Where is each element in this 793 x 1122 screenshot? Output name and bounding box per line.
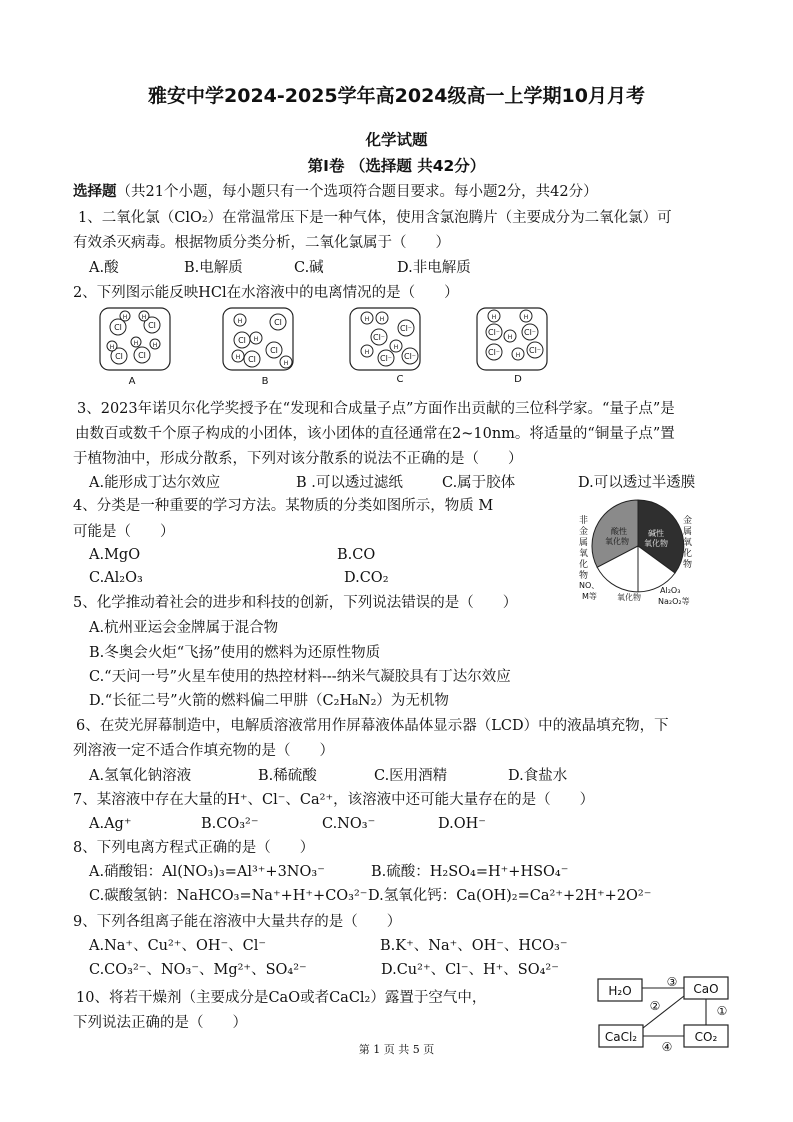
svg-text:Cl: Cl (238, 336, 246, 345)
q7-option-b: B.CO₃²⁻ (201, 816, 259, 832)
diagram-b-ions (232, 314, 292, 368)
diagram-label-c: C (396, 374, 404, 385)
pie-bottom-mid: 氧化物 (617, 593, 641, 602)
q7-line1: 7、某溶液中存在大量的H⁺、Cl⁻、Ca²⁺，该溶液中还可能大量存在的是（ ） (73, 792, 595, 808)
pie-acidic-label-1: 酸性 (611, 527, 627, 536)
svg-text:H: H (122, 314, 128, 321)
arrow-1-label: ① (716, 1004, 728, 1018)
h2o-label: H₂O (608, 984, 632, 998)
svg-text:Cl: Cl (115, 352, 123, 361)
q1-option-c: C.碱 (294, 260, 324, 276)
q5-option-d: D.“长征二号”火箭的燃料偏二甲肼（C₂H₈N₂）为无机物 (89, 693, 449, 709)
pie-bottom-right-1: Al₂O₃ (660, 586, 681, 595)
q9-option-d: D.Cu²⁺、Cl⁻、H⁺、SO₄²⁻ (381, 962, 559, 978)
pie-left-vertical-label: 非金属氧化物 (579, 516, 589, 581)
q1-option-a: A.酸 (89, 260, 119, 276)
q7-option-c: C.NO₃⁻ (322, 816, 376, 832)
pie-bottom-left-1: NO、 (579, 581, 600, 590)
cacl2-label: CaCl₂ (604, 1030, 638, 1044)
intro-text: （共21个小题，每小题只有一个选项符合题目要求。每小题2分，共42分） (116, 184, 598, 200)
q5-option-a: A.杭州亚运会金牌属于混合物 (89, 620, 279, 636)
q5-option-c: C.“天问一号”火星车使用的热控材料---纳米气凝胶具有丁达尔效应 (89, 669, 511, 685)
q3-line1: 3、2023年诺贝尔化学奖授予在“发现和合成量子点”方面作出贡献的三位科学家。“量子点”是 (77, 401, 675, 417)
page-footer: 第 1 页 共 5 页 (358, 1043, 435, 1056)
q6-option-c: C.医用酒精 (374, 768, 448, 784)
pie-acidic-label-2: 氧化物 (605, 537, 629, 546)
svg-text:H: H (133, 340, 139, 347)
svg-text:Cl⁻: Cl⁻ (487, 348, 501, 357)
q4-option-d: D.CO₂ (344, 570, 389, 586)
svg-text:Cl⁻: Cl⁻ (372, 333, 386, 342)
svg-text:H: H (253, 336, 259, 343)
section-title: 第Ⅰ卷 （选择题 共42分） (307, 157, 486, 175)
q3-option-c: C.属于胶体 (442, 475, 516, 491)
co2-label: CO₂ (694, 1030, 718, 1044)
svg-text:H: H (491, 314, 497, 321)
q10-line1: 10、将若干燥剂（主要成分是CaO或者CaCl₂）露置于空气中， (76, 990, 487, 1006)
svg-text:H: H (141, 314, 147, 321)
svg-text:Cl⁻: Cl⁻ (399, 324, 413, 333)
q9-option-c: C.CO₃²⁻、NO₃⁻、Mg²⁺、SO₄²⁻ (89, 962, 307, 978)
svg-text:H: H (523, 314, 529, 321)
svg-text:H: H (237, 318, 243, 325)
svg-text:H: H (507, 334, 513, 341)
arrow-2-label: ② (649, 999, 661, 1013)
arrow-4-label: ④ (661, 1040, 673, 1054)
q8-option-a: A.硝酸铝：Al(NO₃)₃=Al³⁺+3NO₃⁻ (89, 864, 325, 880)
q5-option-b: B.冬奥会火炬“飞扬”使用的燃料为还原性物质 (89, 645, 381, 661)
q1-option-b: B.电解质 (184, 260, 243, 276)
svg-text:Cl: Cl (114, 323, 122, 332)
q8-option-d: D.氢氧化钙：Ca(OH)₂=Ca²⁺+2H⁺+2O²⁻ (368, 888, 652, 904)
svg-text:H: H (152, 342, 158, 349)
q6-option-b: B.稀硫酸 (258, 768, 317, 784)
diagram-a-molecules (107, 311, 160, 364)
svg-text:Cl: Cl (248, 355, 256, 364)
q7-option-d: D.OH⁻ (438, 816, 486, 832)
pie-bottom-right-2: Na₂O₂等 (658, 597, 690, 606)
svg-text:Cl⁻: Cl⁻ (487, 328, 501, 337)
q4-option-a: A.MgO (89, 547, 141, 563)
q6-line1: 6、在荧光屏幕制造中，电解质溶液常用作屏幕液体晶体显示器（LCD）中的液晶填充物，下 (76, 718, 669, 734)
pie-right-vertical-label: 金属氧化物 (683, 516, 693, 570)
q3-option-d: D.可以透过半透膜 (578, 475, 696, 491)
subject-title: 化学试题 (365, 131, 428, 149)
q9-option-a: A.Na⁺、Cu²⁺、OH⁻、Cl⁻ (89, 938, 267, 954)
arrow-3-label: ③ (666, 975, 678, 989)
svg-text:Cl: Cl (274, 318, 282, 327)
q6-option-d: D.食盐水 (508, 768, 568, 784)
diagram-c-ions (361, 312, 418, 366)
svg-text:Cl⁻: Cl⁻ (403, 352, 417, 361)
svg-text:Cl⁻: Cl⁻ (379, 354, 393, 363)
svg-text:H: H (283, 360, 289, 367)
q3-option-a: A.能形成丁达尔效应 (89, 475, 221, 491)
q2-line1: 2、下列图示能反映HCl在水溶液中的电离情况的是（ ） (73, 285, 459, 301)
intro-label: 选择题 (73, 183, 117, 200)
q4-option-b: B.CO (337, 547, 376, 563)
svg-text:H: H (235, 354, 241, 361)
pie-basic-label-2: 氧化物 (644, 539, 668, 548)
cao-label: CaO (693, 982, 719, 996)
svg-text:Cl: Cl (148, 321, 156, 330)
svg-text:H: H (364, 316, 370, 323)
svg-text:Cl: Cl (138, 351, 146, 360)
q3-line2: 由数百或数千个原子构成的小团体，该小团体的直径通常在2~10nm。将适量的“铜量子点”置 (75, 426, 675, 442)
q6-line2: 列溶液一定不适合作填充物的是（ ） (73, 743, 334, 759)
q1-line2: 有效杀灭病毒。根据物质分类分析，二氧化氯属于（ ） (73, 235, 450, 251)
svg-text:Cl: Cl (270, 346, 278, 355)
q4-line2: 可能是（ ） (73, 524, 175, 540)
svg-text:H: H (379, 316, 385, 323)
q8-line1: 8、下列电离方程式正确的是（ ） (73, 840, 315, 856)
svg-text:H: H (109, 344, 115, 351)
q6-option-a: A.氢氧化钠溶液 (89, 768, 192, 784)
svg-text:H: H (393, 344, 399, 351)
q4-option-c: C.Al₂O₃ (89, 570, 143, 586)
q3-line3: 于植物油中，形成分散系，下列对该分散系的说法不正确的是（ ） (73, 451, 523, 467)
svg-text:Cl⁻: Cl⁻ (523, 328, 537, 337)
q5-line1: 5、化学推动着社会的进步和科技的创新，下列说法错误的是（ ） (73, 595, 518, 611)
intro (73, 182, 598, 202)
page-title: 雅安中学2024-2025学年高2024级高一上学期10月月考 (148, 85, 645, 107)
q2-ion-diagrams (90, 304, 570, 390)
q1-line1: 1、二氧化氯（ClO₂）在常温常压下是一种气体，使用含氯泡腾片（主要成分为二氧化氯）可 (78, 210, 672, 226)
svg-text:H: H (515, 352, 521, 359)
q9-option-b: B.K⁺、Na⁺、OH⁻、HCO₃⁻ (380, 938, 568, 954)
q10-line2: 下列说法正确的是（ ） (73, 1015, 247, 1031)
q8-option-c: C.碳酸氢钠：NaHCO₃=Na⁺+H⁺+CO₃²⁻ (89, 888, 368, 904)
diagram-label-d: D (514, 374, 522, 385)
diagram-label-b: B (261, 376, 269, 387)
q1-option-d: D.非电解质 (397, 260, 471, 276)
svg-text:Cl⁻: Cl⁻ (528, 346, 542, 355)
pie-basic-label-1: 碱性 (648, 529, 664, 538)
diagram-d-ions (486, 310, 543, 360)
pie-bottom-left-2: M等 (582, 592, 597, 601)
svg-text:H: H (364, 349, 370, 356)
q8-option-b: B.硫酸：H₂SO₄=H⁺+HSO₄⁻ (371, 864, 569, 880)
q9-line1: 9、下列各组离子能在溶液中大量共存的是（ ） (73, 914, 402, 930)
q7-option-a: A.Ag⁺ (89, 816, 132, 832)
q3-option-b: B .可以透过滤纸 (296, 475, 403, 491)
diagram-label-a: A (128, 376, 136, 387)
q4-classification-pie (578, 496, 718, 612)
q4-line1: 4、分类是一种重要的学习方法。某物质的分类如图所示，物质 M (73, 498, 494, 514)
